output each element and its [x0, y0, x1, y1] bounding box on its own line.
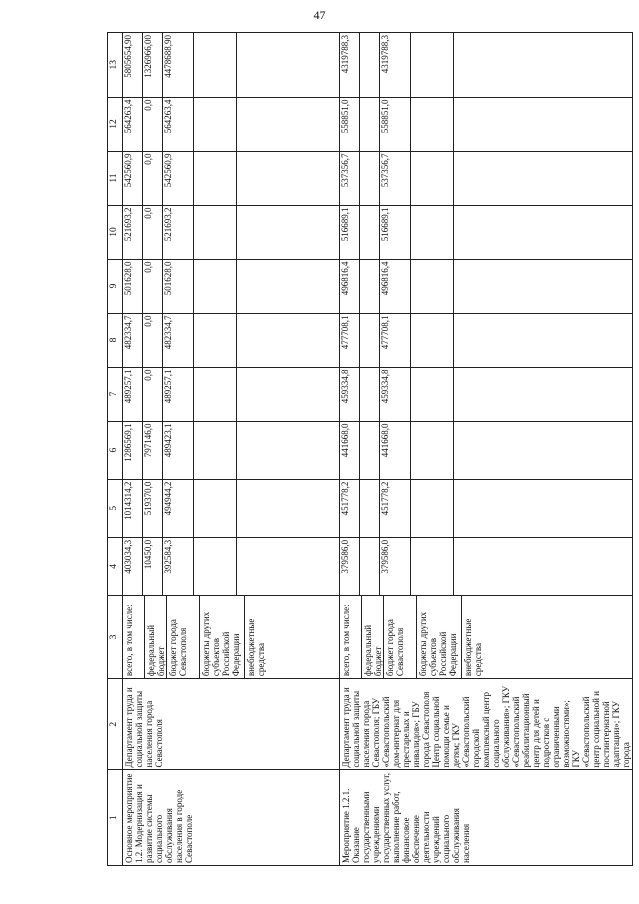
funding-source-label: всего, в том числе: [123, 596, 145, 678]
value-entry [454, 98, 556, 151]
value-cell [340, 367, 633, 421]
value-entry [411, 314, 454, 367]
value-entry: 0,0 [143, 260, 163, 313]
value-entry [237, 98, 339, 151]
value-cell [123, 537, 340, 595]
value-entry: 516689,1 [380, 206, 411, 259]
executor-cell: Департамент труда и социальной защиты населения города Севастополя [123, 679, 340, 770]
header-row [108, 33, 123, 866]
value-entry [411, 368, 454, 421]
value-entry: 542560,9 [123, 152, 143, 205]
value-cell [123, 33, 340, 98]
value-entry: 496816,4 [380, 260, 411, 313]
value-entry [411, 538, 454, 595]
value-entry [237, 260, 339, 313]
value-entry: 564263,4 [123, 98, 143, 151]
value-entry [360, 314, 380, 367]
value-cell [123, 97, 340, 151]
value-entry [237, 538, 339, 595]
value-entry [194, 260, 237, 313]
value-entry [360, 480, 380, 537]
header-cell: 5 [108, 479, 123, 537]
value-entry [237, 480, 339, 537]
value-entry: 477708,1 [380, 314, 411, 367]
value-entry [360, 152, 380, 205]
value-entry: 521693,2 [123, 206, 143, 259]
value-entry: 4319788,3 [340, 33, 360, 97]
value-cell [340, 151, 633, 205]
event-cell: Основное мероприятие 1.2. Модернизация и развитие системы социального обслуживания населения в городе Севастополе [123, 770, 340, 866]
value-entry: 537356,7 [380, 152, 411, 205]
table-row [340, 33, 633, 866]
value-cell [340, 313, 633, 367]
value-entry [411, 260, 454, 313]
table-row [123, 33, 340, 866]
funding-source-label: федеральный бюджет [145, 596, 167, 678]
header-cell: 6 [108, 421, 123, 479]
value-cell [340, 33, 633, 98]
value-entry [194, 33, 237, 97]
value-entry: 797146,0 [143, 422, 163, 479]
funding-source-label: внебюджетные средства [463, 618, 483, 677]
value-entry: 1014314,2 [123, 480, 143, 537]
value-entry: 10450,0 [143, 538, 163, 595]
value-entry: 441668,0 [340, 422, 360, 479]
value-entry: 0,0 [143, 206, 163, 259]
value-entry [360, 368, 380, 421]
value-entry [237, 206, 339, 259]
value-entry [194, 152, 237, 205]
value-entry: 482334,7 [163, 314, 194, 367]
value-entry [411, 422, 454, 479]
value-entry [454, 538, 556, 595]
value-entry [194, 538, 237, 595]
value-entry [360, 206, 380, 259]
value-entry: 519370,0 [143, 480, 163, 537]
value-entry [454, 422, 556, 479]
value-entry: 558851,0 [380, 98, 411, 151]
value-entry [237, 368, 339, 421]
value-entry: 0,0 [143, 368, 163, 421]
value-entry: 516689,1 [340, 206, 360, 259]
value-cell [123, 421, 340, 479]
value-entry: 379586,0 [380, 538, 411, 595]
funding-source-label: бюджеты других субъектов Российской Федерации [200, 596, 245, 678]
value-cell [340, 421, 633, 479]
value-entry [411, 98, 454, 151]
header-cell: 11 [108, 151, 123, 205]
value-entry: 542560,9 [163, 152, 194, 205]
value-cell [340, 259, 633, 313]
header-cell: 9 [108, 259, 123, 313]
value-entry: 379586,0 [340, 538, 360, 595]
funding-source-label: федеральный бюджет [362, 596, 384, 678]
value-entry: 0,0 [143, 314, 163, 367]
value-cell [123, 259, 340, 313]
value-entry: 537356,7 [340, 152, 360, 205]
value-entry [194, 314, 237, 367]
header-cell: 10 [108, 205, 123, 259]
value-entry: 1286569,1 [123, 422, 143, 479]
value-cell [340, 97, 633, 151]
value-entry: 489423,1 [163, 422, 194, 479]
value-entry: 1326966,00 [143, 33, 163, 97]
value-entry: 451778,2 [340, 480, 360, 537]
header-cell: 2 [108, 679, 123, 770]
value-entry: 489257,1 [163, 368, 194, 421]
funding-source-label: бюджеты других субъектов Российской Федерации [417, 596, 462, 678]
value-entry [411, 480, 454, 537]
header-cell: 12 [108, 97, 123, 151]
page-number: 47 [313, 8, 326, 22]
value-entry [454, 480, 556, 537]
value-entry [194, 368, 237, 421]
value-entry: 0,0 [143, 98, 163, 151]
value-entry: 5805654,90 [123, 33, 143, 97]
value-entry: 4478688,90 [163, 33, 194, 97]
value-cell [123, 479, 340, 537]
value-entry: 482334,7 [123, 314, 143, 367]
header-cell: 13 [108, 33, 123, 98]
value-entry [360, 98, 380, 151]
value-entry: 441668,0 [380, 422, 411, 479]
value-entry [360, 538, 380, 595]
value-entry [411, 206, 454, 259]
value-entry [454, 206, 556, 259]
value-entry: 459334,8 [340, 368, 360, 421]
value-entry [454, 33, 556, 97]
value-entry [237, 314, 339, 367]
value-entry [194, 480, 237, 537]
header-cell: 3 [108, 595, 123, 678]
header-cell: 4 [108, 537, 123, 595]
value-entry [237, 422, 339, 479]
value-entry: 489257,1 [123, 368, 143, 421]
header-cell: 1 [108, 770, 123, 866]
value-cell [123, 367, 340, 421]
value-entry: 0,0 [143, 152, 163, 205]
value-entry: 521693,2 [163, 206, 194, 259]
value-entry [411, 152, 454, 205]
value-entry [360, 260, 380, 313]
source-cell [340, 595, 633, 678]
value-entry: 4319788,3 [380, 33, 411, 97]
value-entry: 451778,2 [380, 480, 411, 537]
value-entry [411, 33, 454, 97]
value-entry [194, 98, 237, 151]
value-entry: 459334,8 [380, 368, 411, 421]
rotated-table-container [107, 32, 631, 866]
value-entry: 392584,3 [163, 538, 194, 595]
value-entry [454, 368, 556, 421]
executor-cell: Департамент труда и социальной защиты населения города Севастополя; ГБУ «Севастопольский дом-интернат для престарелых и инвалидов»; ГБУ города Севастополя Центр социальной помощи семье и детям; ГКУ «Севастопольский городской комплексный центр социального обслуживания»; ГКУ «Севастопольский реабилитационный центр для детей и подростков с ограниченными возможностями»; ГКУ «Севастопольский центр социальной и постинтернатной адаптации»; ГКУ города [340, 679, 633, 770]
value-entry [237, 33, 339, 97]
value-entry [237, 152, 339, 205]
value-entry [360, 422, 380, 479]
value-entry [194, 422, 237, 479]
value-entry: 564263,4 [163, 98, 194, 151]
source-cell [123, 595, 340, 678]
value-entry [360, 33, 380, 97]
value-entry [454, 152, 556, 205]
funding-source-label: бюджет города Севастополя [384, 596, 417, 678]
header-cell: 8 [108, 313, 123, 367]
value-entry [194, 206, 237, 259]
value-cell [340, 205, 633, 259]
event-cell: Мероприятие 1.2.1. Оказание государственными учреждениями государственных услуг, выполнение работ, финансовое обеспечение деятельности учреждений социального обслуживания населения [340, 770, 633, 866]
value-entry: 501628,0 [123, 260, 143, 313]
value-entry [454, 260, 556, 313]
value-entry: 501628,0 [163, 260, 194, 313]
value-entry: 477708,1 [340, 314, 360, 367]
value-entry: 403034,3 [123, 538, 143, 595]
value-cell [340, 479, 633, 537]
value-cell [340, 537, 633, 595]
funding-source-label: бюджет города Севастополя [167, 596, 200, 678]
value-cell [123, 313, 340, 367]
funding-source-label: внебюджетные средства [246, 618, 266, 677]
value-entry: 558851,0 [340, 98, 360, 151]
financing-table [107, 32, 633, 866]
value-entry: 494944,2 [163, 480, 194, 537]
value-cell [123, 205, 340, 259]
value-entry: 496816,4 [340, 260, 360, 313]
value-entry [454, 314, 556, 367]
funding-source-label: всего, в том числе: [340, 596, 362, 678]
value-cell [123, 151, 340, 205]
header-cell: 7 [108, 367, 123, 421]
